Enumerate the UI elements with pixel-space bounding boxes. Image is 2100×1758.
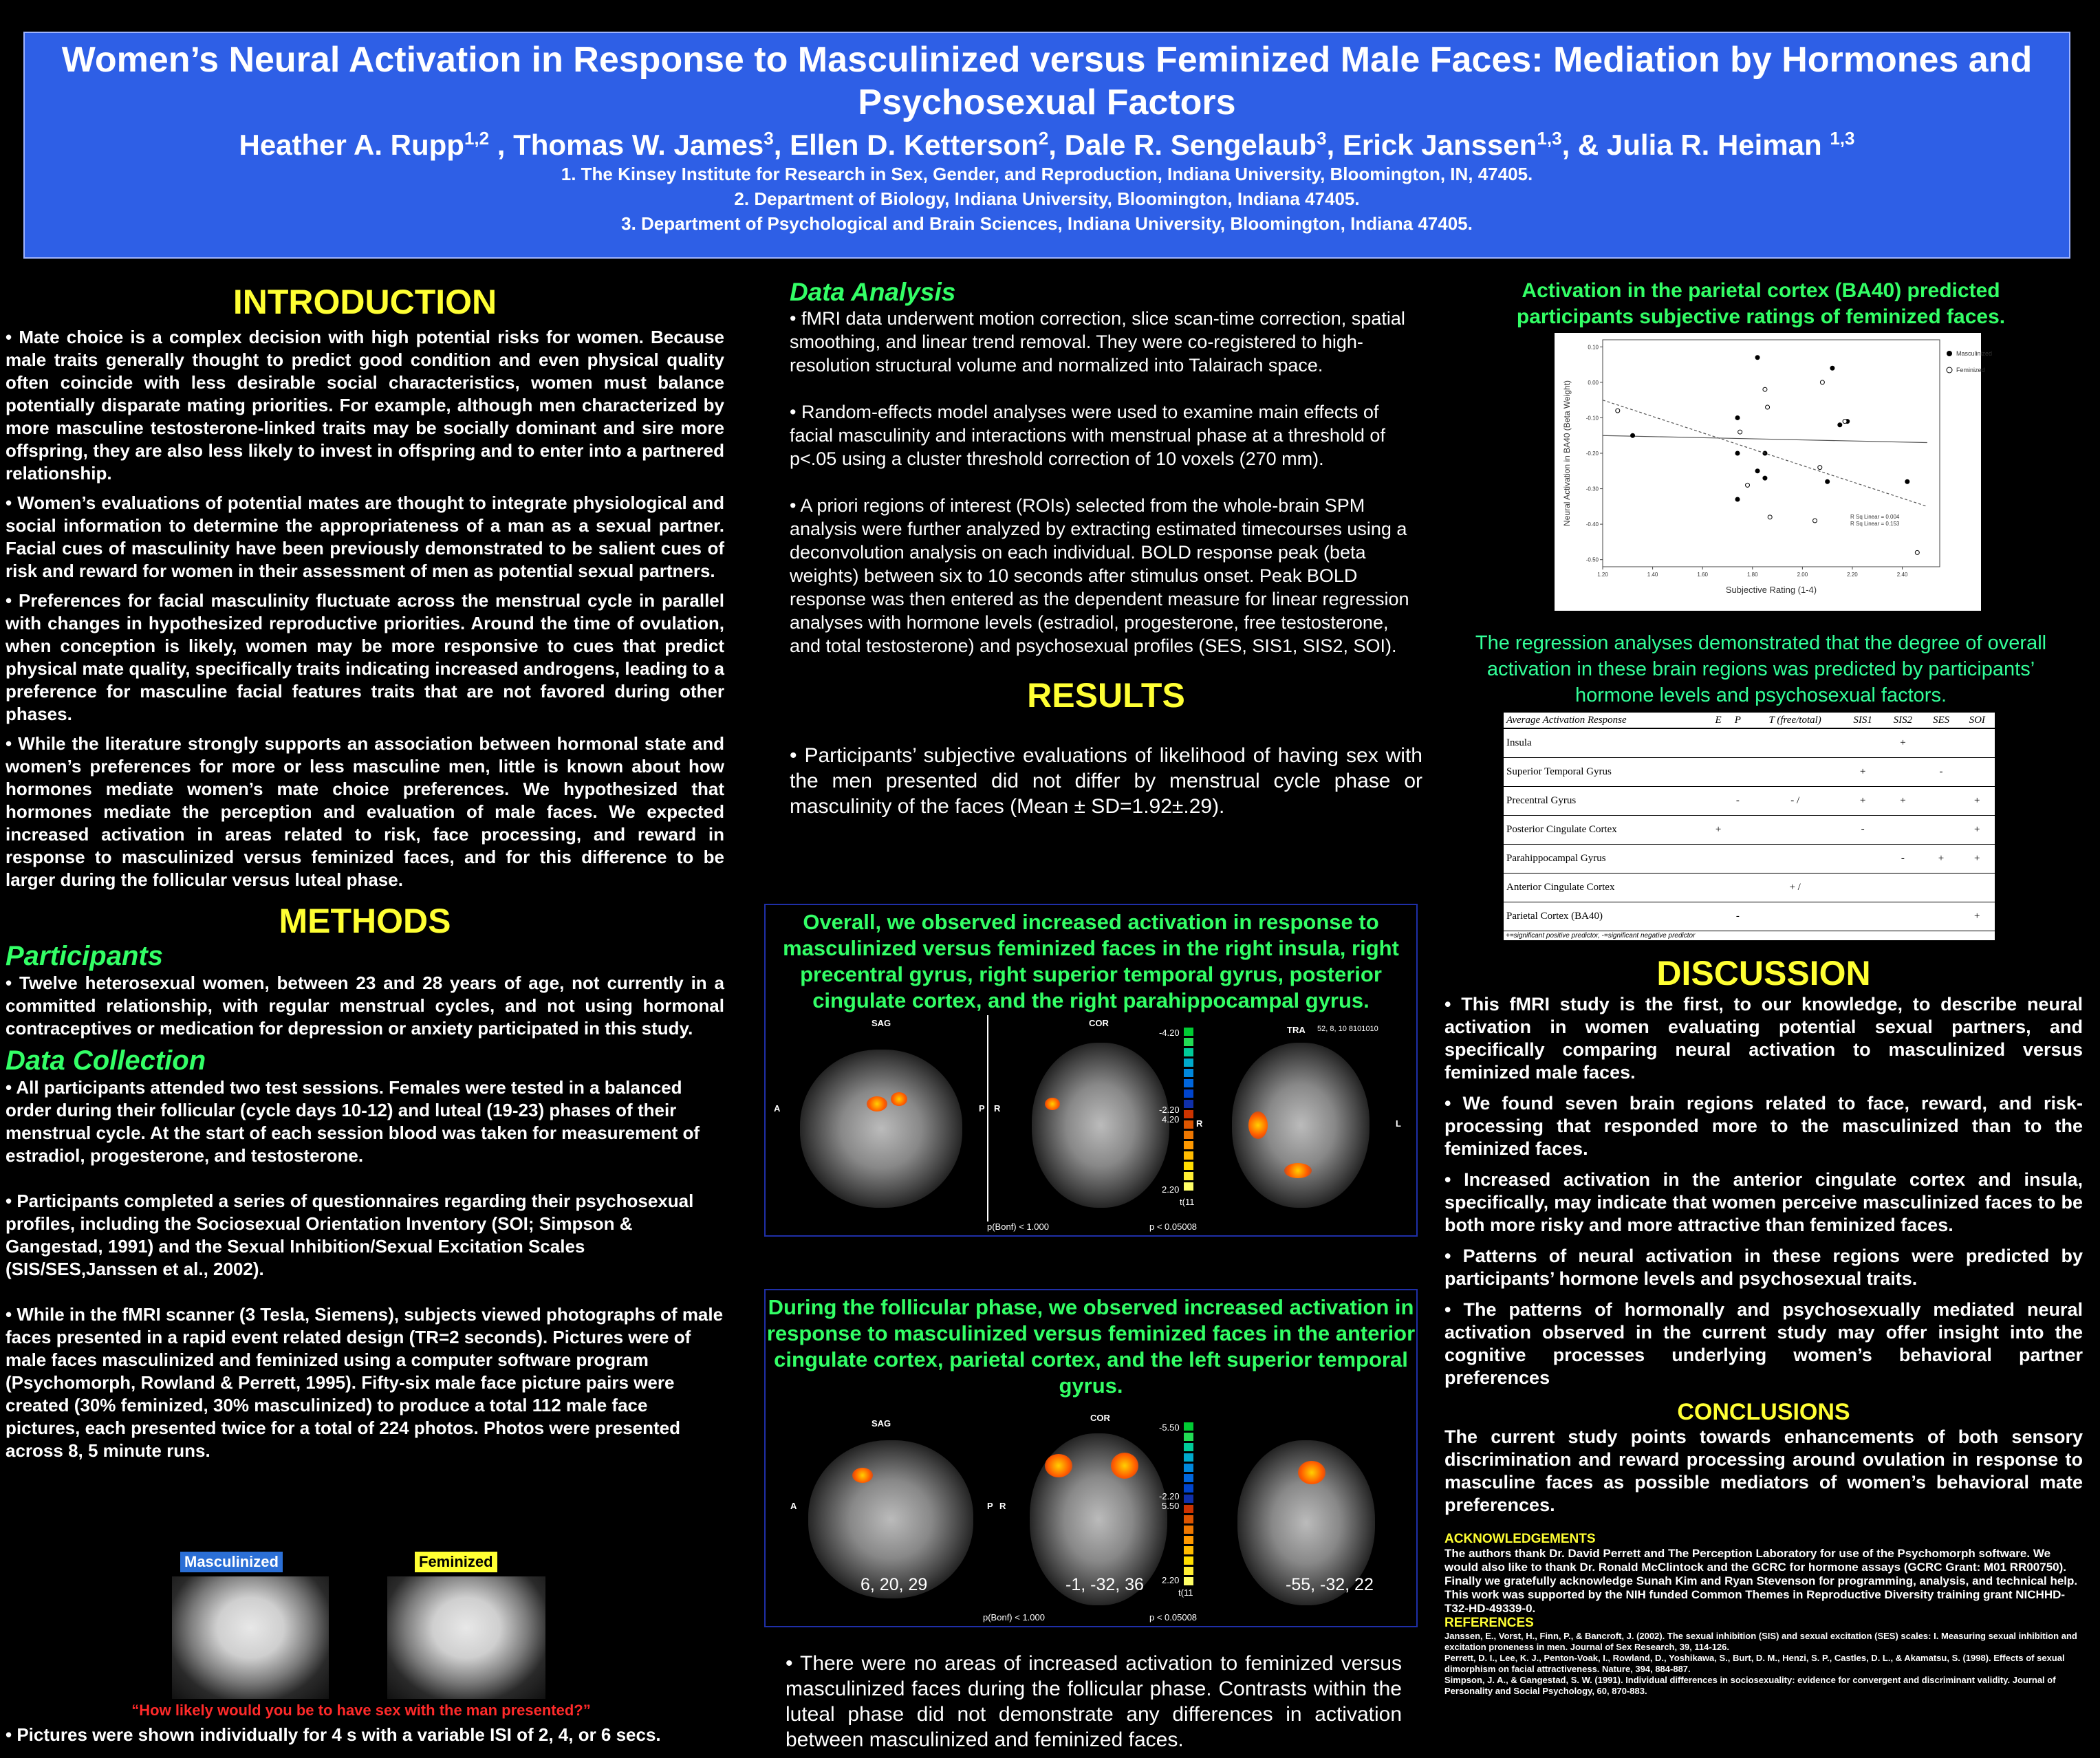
right-column-text [1444,953,2083,1697]
legend-marker [1947,367,1952,373]
table-row [1504,787,1995,816]
feminized-face-image [387,1576,545,1699]
author-list: Heather A. Rupp$^{1,2}$ , Thomas W. James$^3$, Ellen D. Ketterson$^2$, Dale R. Sengelaub$^3$, Erick Janssen$^{1,3}$, & Julia R. Heiman $^{1,3}$ [239,128,1855,161]
data-point [1735,497,1740,501]
table-cell [1709,902,1728,931]
table-cell [1923,873,1960,902]
data-point [1738,430,1742,434]
data-point [1826,479,1830,484]
table-cell: Parahippocampal Gyrus [1504,845,1709,873]
sagittal-brain-image [800,1050,962,1208]
discussion-item: • This fMRI study is the first, to our knowledge, to describe neural activation in women evaluating potential sexual partners, and specifically comparing neural activation to masculinized versus feminized male faces. [1444,994,2083,1083]
table-cell [1709,845,1728,873]
table-cell [1747,758,1842,787]
plot-frame [1603,340,1940,567]
table-cell [1923,728,1960,758]
data-point [1763,387,1767,391]
table-cell: + [1959,902,1995,931]
x-axis-label: Subjective Rating (1-4) [1725,585,1817,595]
scatter-svg [1555,333,1993,611]
table-cell [1843,873,1883,902]
table-cell: + / [1747,873,1842,902]
y-tick-label: -0.40 [1585,521,1599,528]
methods-heading: METHODS [279,902,451,940]
author: Dale R. Sengelaub [1064,129,1317,161]
x-tick-label: 1.20 [1597,572,1608,578]
discussion-item: • Patterns of neural activation in these regions were predicted by participants’ hormone levels and psychosexual traits. [1444,1246,2083,1289]
data-point [1820,380,1824,384]
scatter-plot [1555,333,1993,611]
intro-paragraph: • Women’s evaluations of potential mates are thought to integrate physiological and social information to determine the appropriateness of a man as a sexual partner. Facial cues of masculinity have been previously demonstrated to be salient cues of risk and reward for women in their assessment of men as potential sexual partners. [6,492,724,581]
y-axis-label: Neural Activation in BA40 (Beta Weight) [1562,380,1572,526]
table-cell [1959,758,1995,787]
legend-marker [1947,351,1952,356]
discussion-item: • Increased activation in the anterior cingulate cortex and insula, specifically, may indicate that women perceive masculinized faces to be both more risky and more attractive than feminized faces. [1444,1169,2083,1235]
data-point [1755,356,1760,360]
activation-blob [1298,1461,1325,1484]
table-cell: + [1959,816,1995,845]
legend-label: Feminized [1956,367,1985,373]
author: Julia R. Heiman [1606,129,1822,161]
collection-paragraph: • All participants attended two test sessions. Females were tested in a balanced order during their follicular (cycle days 10-12) and luteal (19-23) phases of their menstrual cycle. At the start of each session blood was taken for measurement of estradiol, progesterone, and testosterone. [6,1077,700,1166]
data-point [1838,423,1842,427]
data-point [1735,415,1740,420]
table-column-header: SIS1 [1843,713,1883,728]
table-cell [1728,728,1747,758]
activation-table-grid [1504,713,1995,931]
left-column [6,282,724,1462]
x-tick-label: 1.60 [1697,572,1708,578]
middle-column [790,278,1422,819]
collection-paragraph: • While in the fMRI scanner (3 Tesla, Siemens), subjects viewed photographs of male faces presented in a rapid event related design (TR=2 seconds). Pictures were of male faces masculinized and feminized using a computer software program (Psychomorph, Rowland & Perrett, 1995). Fifty-six male face picture pairs were created (30% feminized, 30% masculinized) to produce a total 112 male face pictures, each presented twice for a total of 224 photos. Photos were presented across 8, 5 minute runs. [6,1304,724,1461]
activation-blob [1045,1454,1072,1477]
table-cell [1843,845,1883,873]
table-cell: Precentral Gyrus [1504,787,1709,816]
table-column-header: P [1728,713,1747,728]
table-header-row [1504,713,1995,728]
table-note: +=significant positive predictor, -=significant negative predictor [1506,932,1696,940]
table-cell: Parietal Cortex (BA40) [1504,902,1709,931]
data-point [1915,550,1919,554]
introduction-heading: INTRODUCTION [232,283,497,321]
follicular-activation-box [764,1289,1418,1627]
no-difference-text: • There were no areas of increased activation to feminized versus masculinized faces during the follicular phase. Contrasts within the luteal phase did not demonstrate any differences in activation between masculinized and feminized faces. [786,1652,1402,1751]
intro-paragraph: • While the literature strongly supports an association between hormonal state and women’s preferences for more or less masculine men, little is known about how hormones mediate women’s mate choice preferences. We hypothesized that hormones mediate the perception and evaluation of male faces. We expected increased activation in areas related to risk, face processing, and reward in response to masculinized versus feminized faces, and for this difference to be larger during the follicular versus luteal phase. [6,733,724,890]
affiliation: 2. Department of Biology, Indiana University, Bloomington, Indiana 47405. [734,188,1360,209]
table-cell: - [1728,902,1747,931]
table-cell [1747,845,1842,873]
table-cell [1959,728,1995,758]
cor-label: COR [1089,1018,1109,1028]
acknowledgements-text: The authors thank Dr. David Perrett and The Perception Laboratory for use of the Psychomorph software. We would also like to thank Dr. Ronald McClintock and the GCRC for hormone assays (GCRC Grant: M01 RR00750). Finally we gratefully acknowledge Sunah Kim and Ryan Stevenson for programming, analysis, and technical help. This work was supported by the NIH funded Common Themes in Reproductive Diversity training grant NICHHD-T32-HD-49339-0. [1444,1547,2078,1615]
y-tick-label: -0.30 [1585,486,1599,492]
table-column-header: Average Activation Response [1504,713,1709,728]
table-cell [1709,873,1728,902]
table-row [1504,845,1995,873]
table-cell: + [1843,787,1883,816]
table-cell: Posterior Cingulate Cortex [1504,816,1709,845]
data-analysis-heading: Data Analysis [790,278,956,306]
table-column-header: T (free/total) [1747,713,1842,728]
table-row [1504,902,1995,931]
table-cell: Superior Temporal Gyrus [1504,758,1709,787]
author: Heather A. Rupp [239,129,464,161]
table-cell: + [1959,845,1995,873]
color-scale [1184,1028,1193,1193]
table-column-header: SIS2 [1883,713,1923,728]
table-cell [1959,873,1995,902]
table-cell [1728,873,1747,902]
table-cell [1883,902,1923,931]
table-cell [1747,816,1842,845]
references-heading: REFERENCES [1444,1616,1534,1630]
table-cell [1747,728,1842,758]
table-cell [1843,728,1883,758]
y-tick-label: 0.00 [1588,379,1599,386]
data-point [1755,469,1760,473]
conclusions-text: The current study points towards enhancements of both sensory discrimination and reward processing around ovulation in response to masculine faces as possible mediators of women’s behavioral mate preferences. [1444,1426,2083,1515]
data-point [1616,409,1620,413]
table-cell [1709,728,1728,758]
table-cell: + [1883,787,1923,816]
activation-blob [867,1096,887,1111]
x-tick-label: 2.00 [1797,572,1808,578]
poster-header [23,32,2070,259]
acknowledgements-heading: ACKNOWLEDGEMENTS [1444,1532,1596,1546]
participants-text: • Twelve heterosexual women, between 23 and 28 years of age, not currently in a committed relationship, with regular menstrual cycles, and not using hormonal contraceptives or medication for depression or anxiety participated in this study. [6,973,724,1039]
activation-blob [891,1092,907,1106]
table-cell [1747,902,1842,931]
data-point [1768,515,1772,519]
data-point [1905,479,1909,484]
activation-table [1504,713,1995,940]
coordinates-label: 52, 8, 10 8101010 [1317,1025,1378,1033]
feminized-label: Feminized [415,1552,497,1572]
x-tick-label: 1.40 [1647,572,1658,578]
table-cell [1883,873,1923,902]
sag-label: SAG [872,1018,891,1028]
x-tick-label: 1.80 [1746,572,1758,578]
table-cell: + [1709,816,1728,845]
table-cell [1923,902,1960,931]
table-cell: + [1959,787,1995,816]
table-column-header: SOI [1959,713,1995,728]
masculinized-label: Masculinized [180,1552,283,1572]
coronal-brain-image [1032,1043,1169,1208]
table-column-header: E [1709,713,1728,728]
analysis-paragraph: • Random-effects model analyses were used to examine main effects of facial masculinity and interactions with menstrual phase at a threshold of p<.05 using a cluster threshold correction of 10 voxels (270 mm). [790,402,1385,469]
reference: Simpson, J. A., & Gangestad, S. W. (1991). Individual differences in sociosexuality: evidence for convergent and discriminant validity. Journal of Personality and Social Psychology, 60, 870-883. [1444,1675,2056,1696]
reference: Janssen, E., Vorst, H., Finn, P., & Bancroft, J. (2002). The sexual inhibition (SIS) and sexual excitation (SES) scales: I. Measuring sexual inhibition and excitation proneness in men. Journal of Sex Research, 39, 114-126. [1444,1631,2077,1652]
divider [987,1015,988,1222]
reference: Perrett, D. I., Lee, K. J., Penton-Voak, I., Rowland, D., Yoshikawa, S., Burt, D. M., Henzi, S. P., Castles, D. L., & Akamatsu, S. (1998). Effects of sexual dimorphism on facial attractiveness. Nature, 394, 884-887. [1444,1653,2065,1674]
table-body [1504,728,1995,931]
discussion-item: • We found seven brain regions related to face, reward, and risk-processing that responded more to the masculinized than to the feminized faces. [1444,1093,2083,1159]
table-row [1504,873,1995,902]
color-scale [1184,1422,1193,1587]
table-row [1504,758,1995,787]
overall-activation-heading: Overall, we observed increased activation in response to masculinized versus feminized faces in the right insula, right precentral gyrus, right superior temporal gyrus, posterior cingulate cortex, and the right parahippocampal gyrus. [783,910,1399,1012]
table-cell [1843,902,1883,931]
table-cell: - [1923,758,1960,787]
scatter-heading: Activation in the parietal cortex (BA40) predicted participants subjective ratings of feminized faces. [1516,279,2006,328]
table-cell: - [1883,845,1923,873]
table-cell [1883,816,1923,845]
data-point [1813,519,1817,523]
table-column-header: SES [1923,713,1960,728]
table-cell: - / [1747,787,1842,816]
activation-blob [1284,1163,1312,1178]
coordinate-label: 6, 20, 29 [860,1575,928,1594]
r2-label: R Sq Linear = 0.004 [1850,514,1900,520]
discussion-heading: DISCUSSION [1656,954,1871,992]
data-point [1763,476,1767,480]
table-cell [1923,816,1960,845]
y-tick-label: 0.10 [1588,344,1599,351]
y-tick-label: -0.20 [1585,451,1599,457]
table-cell [1728,758,1747,787]
tra-label: TRA [1287,1025,1306,1035]
masculinized-face-image [172,1576,329,1699]
table-cell: + [1923,845,1960,873]
data-point [1818,466,1822,470]
activation-blob [1248,1111,1268,1139]
participants-heading: Participants [6,941,163,971]
legend-label: Masculinized [1956,350,1993,357]
table-cell: + [1843,758,1883,787]
affiliation: 3. Department of Psychological and Brain Sciences, Indiana University, Bloomington, Indiana 47405. [621,213,1473,234]
table-cell: - [1843,816,1883,845]
author: Erick Janssen [1342,129,1537,161]
data-point [1631,433,1635,437]
table-cell: - [1728,787,1747,816]
presentation-text: • Pictures were shown individually for 4 s with a variable ISI of 2, 4, or 6 secs. [6,1724,661,1745]
poster-title: Women’s Neural Activation in Response to Masculinized versus Feminized Male Faces: Mediation by Hormones and Psychosexual Factors [61,40,2033,122]
r2-label: R Sq Linear = 0.153 [1850,521,1900,527]
table-cell [1728,845,1747,873]
author: Thomas W. James [513,129,764,161]
analysis-paragraph: • A priori regions of interest (ROIs) selected from the whole-brain SPM analysis were further analyzed by extracting estimated timecourses using a deconvolution analysis on each individual. BOLD response peak (beta weights) between six to 10 seconds after stimulus onset. Peak BOLD response was then entered as the dependent measure for linear regression analyses with hormone levels (estradiol, progesterone, free testosterone, and total testosterone) and psychosexual profiles (SES, SIS1, SIS2, SOI). [790,495,1409,656]
overall-brain-panel: SAG COR TRA 52, 8, 10 8101010 A P R R L -4.20 -2.20 4.20 2.20 t(11 p(Bonf) < 1.000 p < 0.05008 [767,1015,1416,1234]
table-row [1504,728,1995,758]
intro-paragraph: • Preferences for facial masculinity fluctuate across the menstrual cycle in parallel with changes in hypothesized reproductive priorities. Around the time of ovulation, when conception is likely, women may be more responsive to cues that predict physical mate quality, specifically traits indicating increased androgens, leading to a preference for masculine facial features traits that are not favored during other phases. [6,590,724,724]
table-cell [1728,816,1747,845]
affiliation: 1. The Kinsey Institute for Research in Sex, Gender, and Reproduction, Indiana University, Bloomington, IN, 47405. [561,164,1533,184]
table-cell [1923,787,1960,816]
data-point [1830,366,1834,370]
data-point [1843,420,1847,424]
coordinate-label: -1, -32, 36 [1065,1575,1144,1594]
overall-activation-box [764,904,1418,1237]
table-row [1504,816,1995,845]
table-cell: Anterior Cingulate Cortex [1504,873,1709,902]
y-tick-label: -0.10 [1585,415,1599,422]
data-point [1766,405,1770,409]
collection-paragraph: • Participants completed a series of questionnaires regarding their psychosexual profiles, including the Sociosexual Orientation Inventory (SOI; Simpson & Gangestad, 1991) and the Sexual Inhibition/Sexual Excitation Scales (SIS/SES,Janssen et al., 2002). [6,1191,694,1279]
results-text: • Participants’ subjective evaluations of likelihood of having sex with the men presented did not differ by menstrual cycle phase or masculinity of the faces (Mean ± SD=1.92±.29). [790,744,1422,818]
data-collection-heading: Data Collection [6,1045,206,1076]
y-tick-label: -0.50 [1585,556,1599,563]
follicular-brain-panel: SAG COR A P R -5.50 -2.20 5.50 2.20 t(11 6, 20, 29 -1, -32, 36 -55, -32, 22 p(Bonf) < 1.000 p < 0.05008 [770,1413,1414,1626]
analysis-paragraph: • fMRI data underwent motion correction, slice scan-time correction, spatial smoothing, and linear trend removal. They were co-registered to high-resolution structural volume and normalized into Talairach space. [790,308,1405,376]
data-point [1746,483,1750,487]
data-point [1735,451,1740,455]
activation-blob [1045,1098,1060,1110]
regression-text: The regression analyses demonstrated that the degree of overall activation in these brain regions was predicted by participants’ hormone levels and psychosexual factors. [1475,632,2047,706]
intro-paragraph: • Mate choice is a complex decision with high potential risks for women. Because male traits generally thought to predict good condition and even physical quality often coincide with less desirable social characteristics, women must balance potentially disparate mating priorities. For example, although men characterized by more masculine testosterone-linked traits may be socially dominant and sire more offspring, they are also less likely to invest in offspring and to enter into a partnered relationship. [6,327,725,484]
conclusions-heading: CONCLUSIONS [1677,1399,1850,1425]
table-cell [1709,787,1728,816]
table-cell [1709,758,1728,787]
follicular-activation-heading: During the follicular phase, we observed increased activation in response to masculinized versus feminized faces in the anterior cingulate cortex, parietal cortex, and the left superior temporal gyrus. [766,1295,1416,1398]
rating-question: “How likely would you be to have sex with the man presented?” [131,1702,591,1719]
discussion-item: • The patterns of hormonally and psychosexually mediated neural activation observed in the current study may offer insight into the cognitive processes underlying women’s behavioral partner preferences [1444,1299,2083,1388]
author: Ellen D. Ketterson [790,129,1039,161]
table-cell: + [1883,728,1923,758]
x-tick-label: 2.40 [1896,572,1908,578]
results-heading: RESULTS [1027,676,1185,715]
activation-blob [852,1468,873,1483]
coordinate-label: -55, -32, 22 [1286,1575,1374,1594]
table-cell [1883,758,1923,787]
table-cell: Insula [1504,728,1709,758]
activation-blob [1111,1453,1138,1479]
x-tick-label: 2.20 [1847,572,1858,578]
